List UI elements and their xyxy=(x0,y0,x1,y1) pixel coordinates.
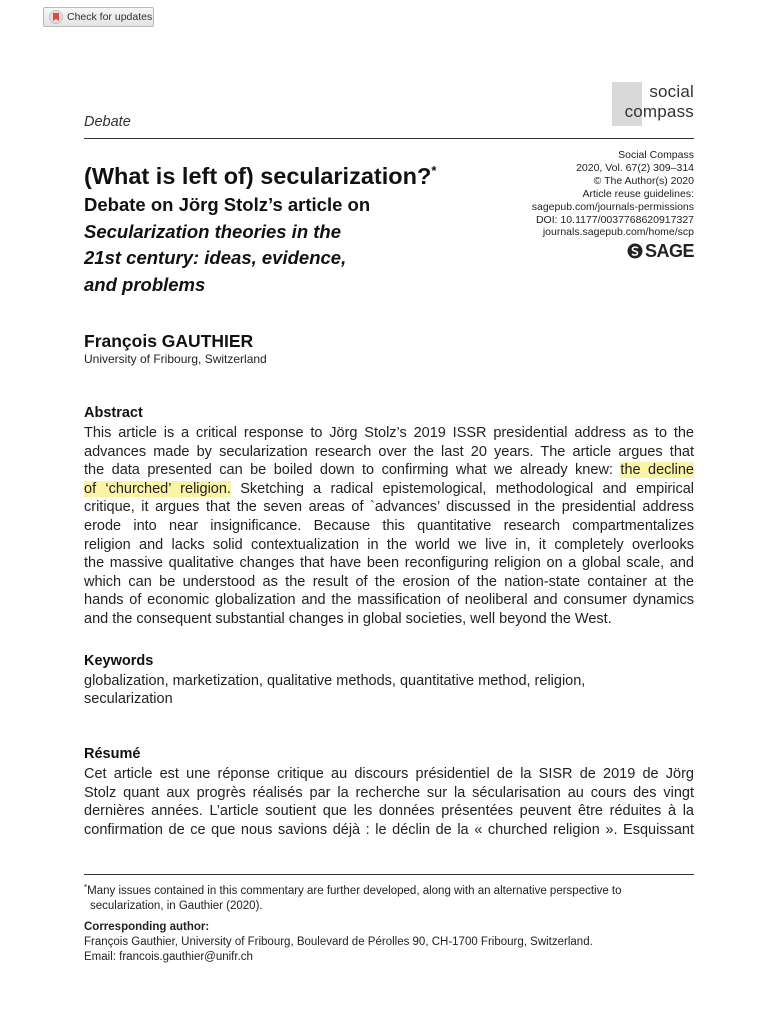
logo-line-2: compass xyxy=(624,102,694,121)
publisher-logo xyxy=(627,240,694,262)
abstract-line: religion and lacks solid contextualization in the world we live in, it completely overlooks xyxy=(84,536,694,553)
subtitle-line-2: Secularization theories in the xyxy=(84,221,342,242)
check-for-updates-badge[interactable] xyxy=(43,7,154,27)
article-title xyxy=(84,163,436,190)
footnote-rule xyxy=(84,874,694,875)
resume-line: Cet article est une réponse critique au discours présidentiel de la SISR de 2019 de Jörg xyxy=(84,766,694,782)
abstract-line: advances made by secularization research over the last 20 years. The article argues that xyxy=(84,443,694,460)
keywords-line: secularization xyxy=(84,691,173,707)
abstract-line xyxy=(84,461,694,480)
abstract-line: the massive qualitative changes that have been reconfiguring religion on a global scale, and xyxy=(84,555,694,572)
footnote-marker: * xyxy=(84,883,88,892)
keywords-line: globalization, marketization, qualitative methods, quantitative method, religion, xyxy=(84,673,586,689)
abstract-line-text: Sketching a radical epistemological, methodological and empirical xyxy=(230,480,695,497)
resume-text xyxy=(84,765,694,839)
abstract-heading: Abstract xyxy=(84,405,143,421)
sage-icon xyxy=(627,243,643,259)
journal-meta xyxy=(532,149,694,239)
abstract-line xyxy=(84,480,694,499)
abstract-line: hands of economic globalization and the massification of neoliberal and consumer dynamics xyxy=(84,592,694,609)
publisher-name: SAGE xyxy=(644,240,694,261)
subtitle-line-1: Debate on Jörg Stolz’s article on xyxy=(84,194,371,215)
footnote-line: secularization, in Gauthier (2020). xyxy=(90,900,263,912)
resume-line: confirmation de ce que nous savions déjà : le déclin de la « churched religion ». Esquissant xyxy=(84,821,694,838)
corresponding-author-email[interactable]: Email: francois.gauthier@unifr.ch xyxy=(84,951,253,963)
abstract-line: This article is a critical response to Jörg Stolz’s 2019 ISSR presidential address as to the xyxy=(84,425,694,441)
abstract-text xyxy=(84,424,694,629)
logo-line-1: social xyxy=(649,82,694,101)
footnote-line: Many issues contained in this commentary are further developed, along with an alternative perspective to xyxy=(87,885,622,897)
subtitle-line-3: 21st century: ideas, evidence, xyxy=(84,247,347,268)
author-name: François GAUTHIER xyxy=(84,331,254,351)
meta-line: 2020, Vol. 67(2) 309–314 xyxy=(576,161,694,174)
abstract-line: and the consequent substantial changes in global societies, well beyond the West. xyxy=(84,610,612,627)
keywords-heading: Keywords xyxy=(84,653,154,669)
meta-line: Article reuse guidelines: xyxy=(582,187,694,200)
meta-line: © The Author(s) 2020 xyxy=(593,174,694,187)
check-for-updates-label: Check for updates xyxy=(67,11,153,23)
meta-link[interactable]: journals.sagepub.com/home/scp xyxy=(542,226,694,239)
meta-doi[interactable]: DOI: 10.1177/0037768620917327 xyxy=(535,213,694,226)
journal-logo xyxy=(612,82,694,126)
title-main: (What is left of) secularization? xyxy=(84,163,432,189)
meta-line: Social Compass xyxy=(618,149,694,161)
resume-line: dernières années. L’article soutient que les données présentées peuvent être réduites à la xyxy=(84,803,694,820)
corresponding-author-address: François Gauthier, University of Fribourg, Boulevard de Pérolles 90, CH-1700 Fribourg, Switzerland. xyxy=(84,936,593,948)
subtitle-line-4: and problems xyxy=(84,274,206,295)
abstract-line: erode into near insignificance. Because this quantitative research compartmentalizes xyxy=(84,517,694,534)
resume-line: Stolz quant aux progrès réalisés par la recherche sur la sécularisation au cours des vingt xyxy=(84,784,694,801)
title-footnote-marker[interactable]: * xyxy=(431,163,437,178)
crossmark-icon xyxy=(49,10,63,24)
resume-heading: Résumé xyxy=(84,746,141,762)
abstract-line: critique, it argues that the seven areas of `advances’ discussed in the presidential address xyxy=(84,499,694,516)
corresponding-author-heading: Corresponding author: xyxy=(84,921,210,933)
abstract-line-text: the data presented can be boiled down to confirming what we already knew: xyxy=(84,462,613,479)
author-affiliation: University of Fribourg, Switzerland xyxy=(84,352,267,366)
section-label: Debate xyxy=(84,114,131,130)
abstract-line: which can be understood as the result of the erosion of the nation-state container at the xyxy=(84,573,694,590)
footnote xyxy=(84,880,622,914)
meta-link[interactable]: sagepub.com/journals-permissions xyxy=(531,200,694,213)
highlighted-text: the decline xyxy=(620,462,694,479)
header-rule xyxy=(84,138,694,139)
highlighted-text: of ‘churched’ religion. xyxy=(84,480,231,497)
